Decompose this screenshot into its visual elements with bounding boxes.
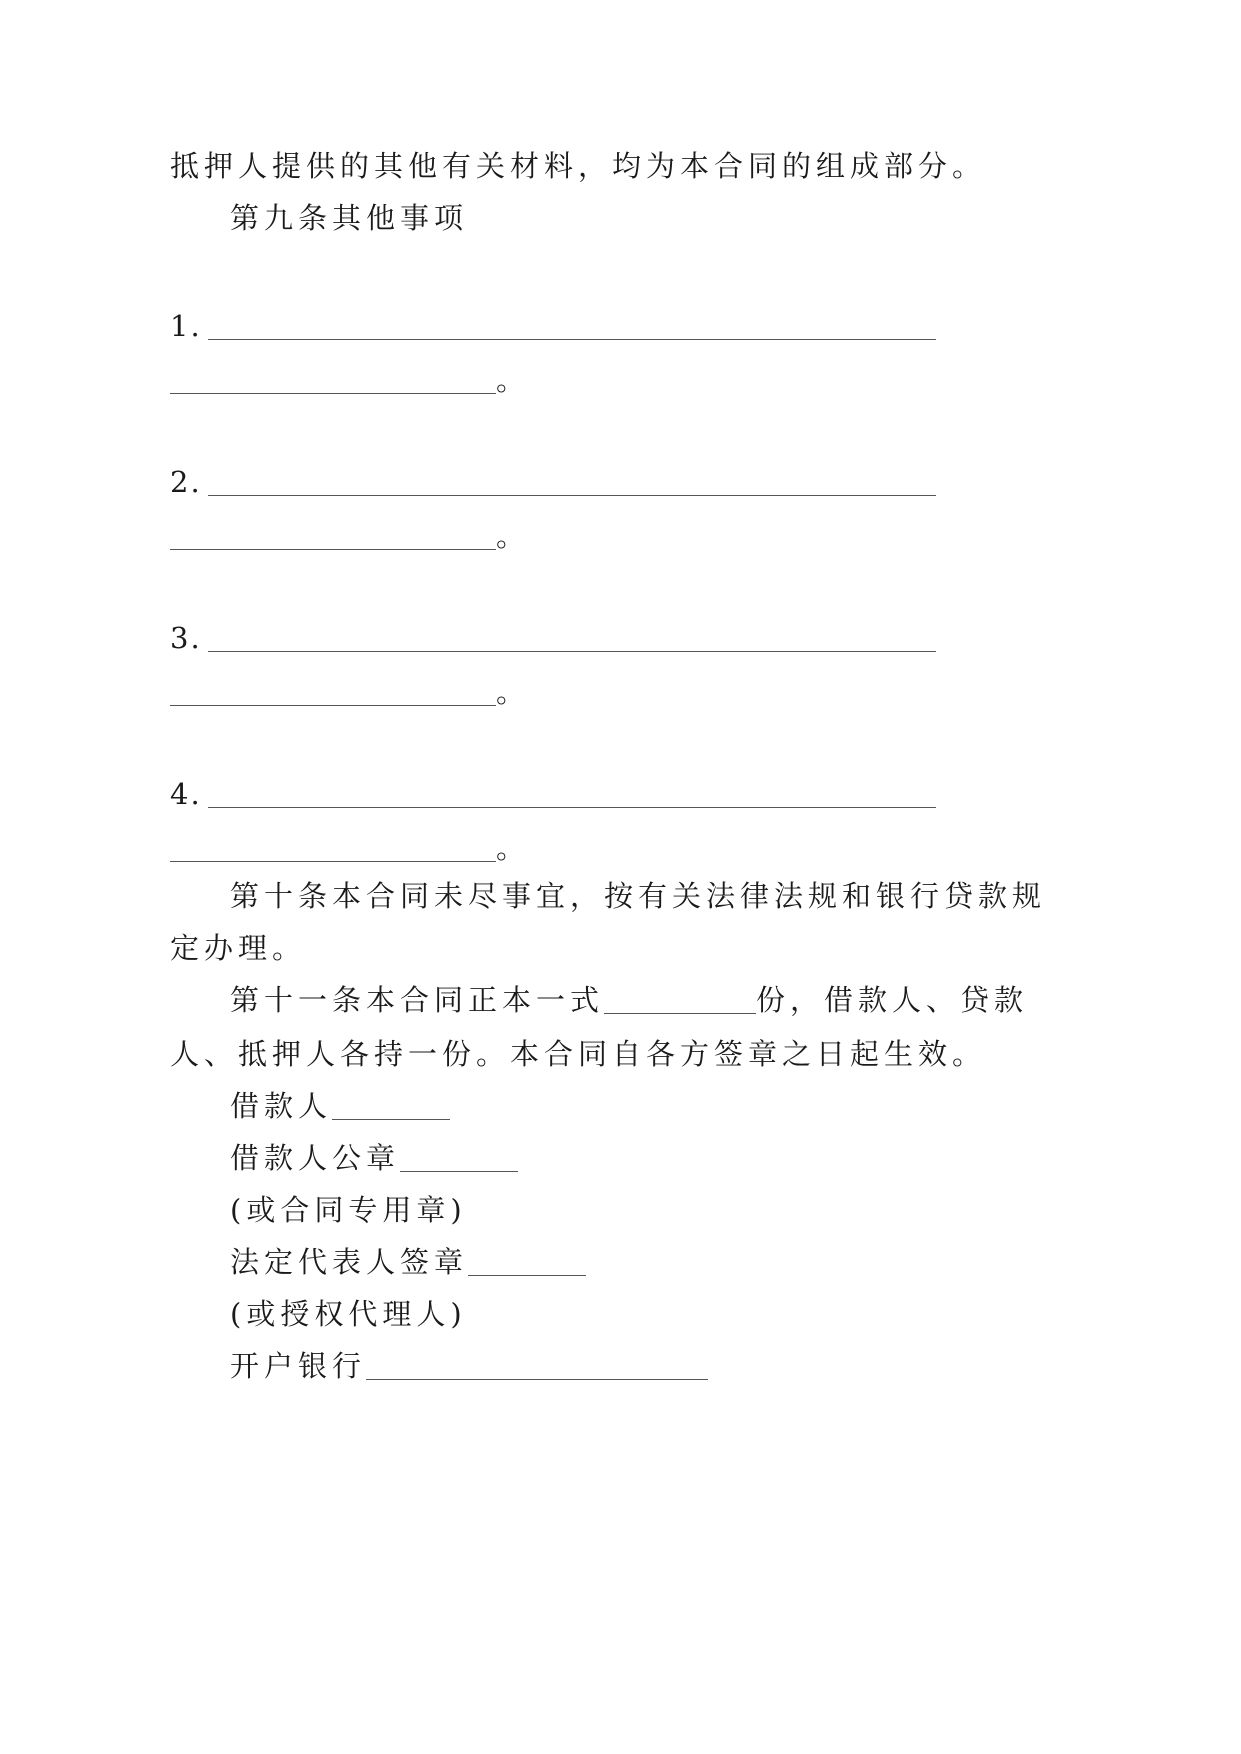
borrower-seal-line	[230, 1141, 518, 1175]
borrower-seal-blank[interactable]	[400, 1147, 518, 1172]
item-4-number: 4.	[170, 777, 202, 811]
article-11-before-blank: 第十一条本合同正本一式	[230, 983, 605, 1017]
item-3-number: 3.	[170, 621, 202, 655]
article-11-after-blank: 份，借款人、贷款	[756, 983, 1029, 1017]
article-11-line2: 人、抵押人各持一份。本合同自各方签章之日起生效。	[170, 1037, 987, 1071]
item-1-blank-cont[interactable]	[170, 369, 496, 394]
item-4-blank[interactable]	[208, 783, 936, 808]
borrower-seal-label: 借款人公章	[230, 1141, 401, 1175]
item-2-blank[interactable]	[208, 471, 936, 496]
bank-blank[interactable]	[366, 1355, 708, 1380]
bank-line	[230, 1349, 708, 1383]
item-3-end: 。	[496, 675, 531, 709]
article-10-line1: 第十条本合同未尽事宜，按有关法律法规和银行贷款规	[230, 879, 1047, 913]
item-3-blank[interactable]	[208, 627, 936, 652]
article-9-heading: 第九条其他事项	[230, 201, 469, 235]
item-2-blank-cont[interactable]	[170, 525, 496, 550]
item-4-line2	[170, 831, 531, 865]
contract-seal-note: (或合同专用章)	[230, 1193, 467, 1227]
item-1-line1	[170, 309, 936, 343]
item-1-end: 。	[496, 363, 531, 397]
item-4-line1	[170, 777, 936, 811]
item-2-end: 。	[496, 519, 531, 553]
legal-rep-label: 法定代表人签章	[230, 1245, 469, 1279]
legal-rep-blank[interactable]	[468, 1251, 586, 1276]
borrower-signature-line	[230, 1089, 450, 1123]
item-3-line1	[170, 621, 936, 655]
item-3-blank-cont[interactable]	[170, 681, 496, 706]
item-1-line2	[170, 363, 531, 397]
authorized-agent-note: (或授权代理人)	[230, 1297, 467, 1331]
item-2-line2	[170, 519, 531, 553]
article-11-line1	[230, 983, 1029, 1017]
item-1-blank[interactable]	[208, 315, 936, 340]
bank-label: 开户银行	[230, 1349, 367, 1383]
borrower-blank[interactable]	[332, 1095, 450, 1120]
borrower-label: 借款人	[230, 1089, 333, 1123]
item-3-line2	[170, 675, 531, 709]
item-4-end: 。	[496, 831, 531, 865]
item-2-number: 2.	[170, 465, 202, 499]
item-2-line1	[170, 465, 936, 499]
item-4-blank-cont[interactable]	[170, 837, 496, 862]
legal-rep-signature-line	[230, 1245, 586, 1279]
copies-count-blank[interactable]	[604, 989, 756, 1014]
article-10-line2: 定办理。	[170, 931, 307, 965]
item-1-number: 1.	[170, 309, 202, 343]
paragraph-continuation: 抵押人提供的其他有关材料，均为本合同的组成部分。	[170, 149, 987, 183]
